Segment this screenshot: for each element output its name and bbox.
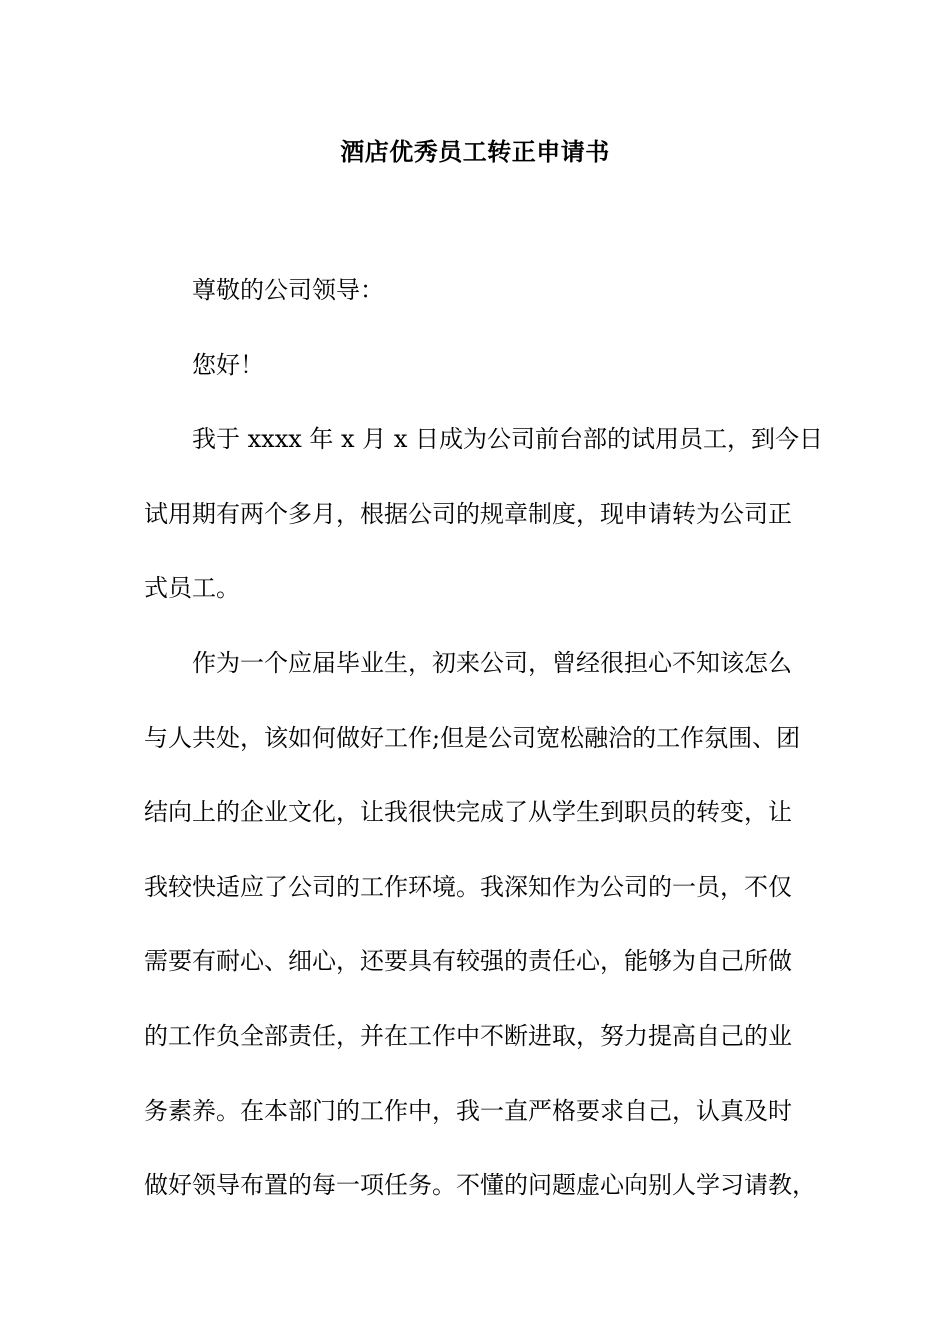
paragraph-line: 做好领导布置的每一项任务。不懂的问题虚心向别人学习请教， xyxy=(144,1171,816,1200)
paragraph-line: 我于 xxxx 年 x 月 x 日成为公司前台部的试用员工，到今日 xyxy=(192,425,823,454)
paragraph-line: 试用期有两个多月，根据公司的规章制度，现申请转为公司正 xyxy=(144,499,792,528)
document-body xyxy=(144,253,824,1223)
document-title: 酒店优秀员工转正申请书 xyxy=(340,137,610,166)
paragraph-line: 我较快适应了公司的工作环境。我深知作为公司的一员，不仅 xyxy=(144,872,792,901)
paragraph-line: 作为一个应届毕业生，初来公司，曾经很担心不知该怎么 xyxy=(192,648,792,677)
paragraph-line: 与人共处，该如何做好工作;但是公司宽松融洽的工作氛围、团 xyxy=(144,723,801,752)
paragraph-line: 务素养。在本部门的工作中，我一直严格要求自己，认真及时 xyxy=(144,1096,792,1125)
paragraph-line: 结向上的企业文化，让我很快完成了从学生到职员的转变，让 xyxy=(144,798,792,827)
paragraph-line: 式员工。 xyxy=(144,574,240,603)
paragraph-line: 需要有耐心、细心，还要具有较强的责任心，能够为自己所做 xyxy=(144,947,792,976)
salutation-line: 尊敬的公司领导： xyxy=(192,276,384,304)
greeting-line: 您好！ xyxy=(192,350,264,379)
paragraph-line: 的工作负全部责任，并在工作中不断进取，努力提高自己的业 xyxy=(144,1021,792,1050)
